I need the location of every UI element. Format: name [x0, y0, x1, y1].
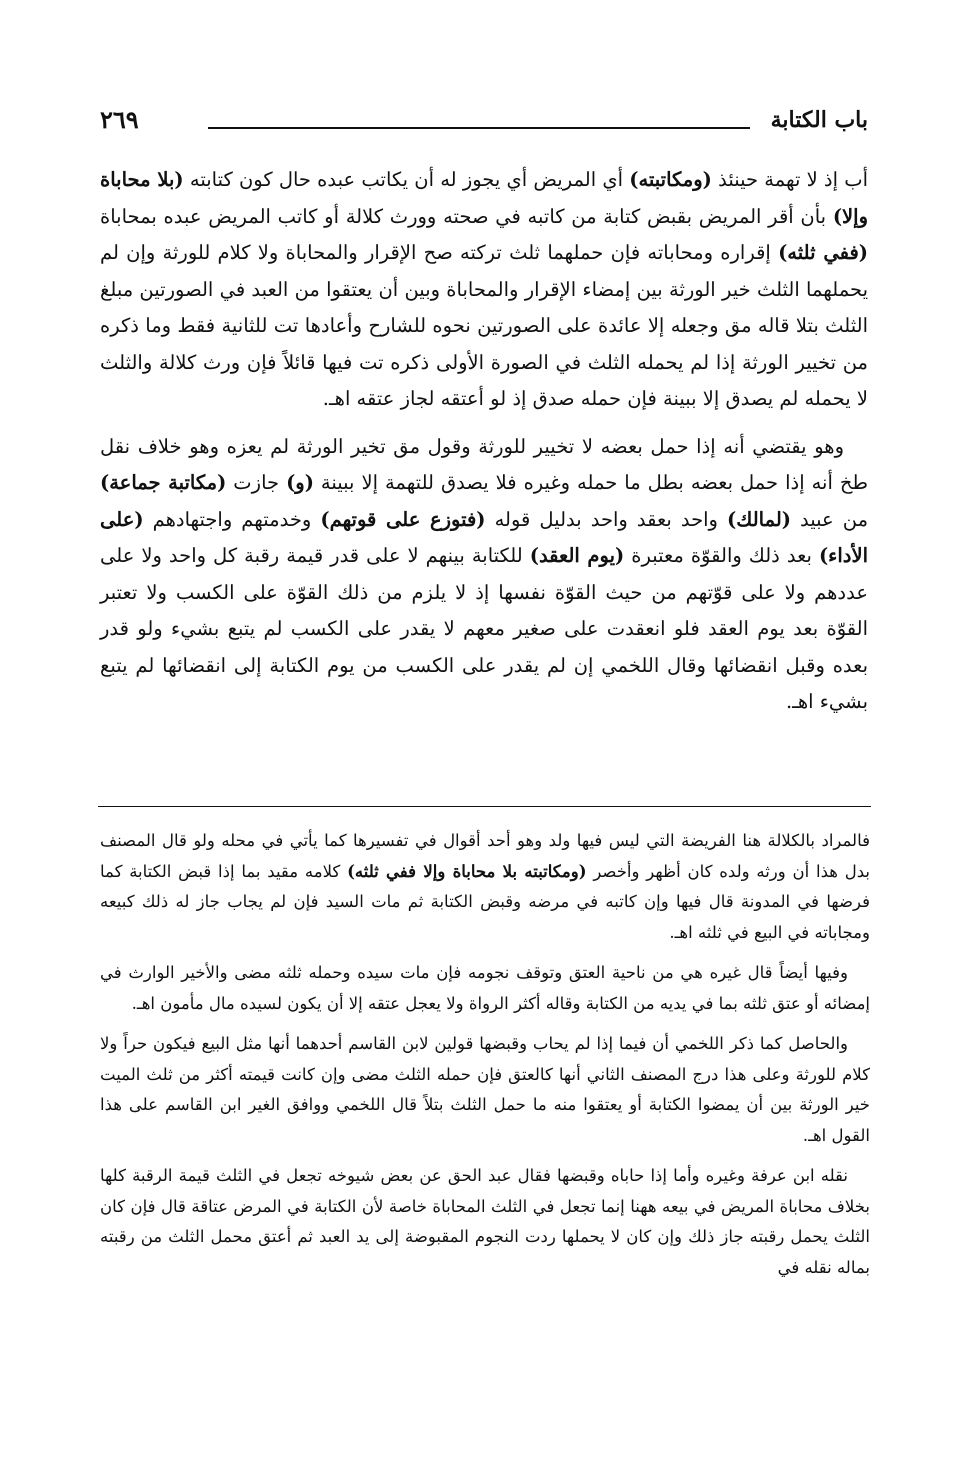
matn-quote: (فتوزع على قوتهم): [320, 507, 486, 531]
page-number: ٢٦٩: [100, 105, 139, 134]
text-run: فالمراد بالكلالة هنا الفريضة التي ليس فيها ولد وهو أحد أقوال في تفسيرها كما يأتي في محله ولو قال المصنف بدل هذا أن ورثه ولده كان أظهر وأخصر: [100, 831, 870, 881]
text-run: أي المريض أي يجوز له أن يكاتب عبده حال كون كتابته: [183, 168, 630, 191]
matn-quote: (يوم العقد): [529, 544, 625, 567]
matn-quote: (و): [286, 471, 314, 494]
text-run: جازت: [226, 471, 287, 494]
matn-quote: (ففي ثلثه): [778, 241, 869, 264]
note-paragraph-2: وفيها أيضاً قال غيره هي من ناحية العتق وتوقف نجومه فإن مات سيده وحمله ثلثه مضى والأخير الوارث في إمضائه أو عتق ثلثه بما في يديه من الكتابة وقاله أكثر الرواة ولا يعجل عتقه إلا أن يكون لسيده مال مأمون اهـ.: [100, 963, 870, 1013]
matn-quote: (على الأداء): [100, 507, 868, 567]
main-text: [100, 162, 868, 732]
footnote-divider: [98, 806, 871, 807]
main-paragraph-2: [100, 429, 868, 721]
text-run: إقراره ومحاباته فإن حملهما ثلث تركته صح الإقرار والمحاباة ولا كلام للورثة وإن لم يحملهما الثلث خير الورثة بين إمضاء الإقرار والمحاباة وبين أن يعتقوا من العبد في الصورتين مبلغ الثلث بتلا قاله مق وجعله إلا عائدة على الصورتين نحوه للشارح وأعادها تت للثانية فقط وما ذكره من تخيير الورثة إذا لم يحمله الثلث في الصورة الأولى ذكره تت فيها قائلاً فإن ورث كلالة والثلث لا يحمله لم يصدق إلا ببينة فإن حمله صدق إذ لو أعتقه لجاز عتقه اهـ.: [100, 241, 868, 410]
header-rule: [208, 127, 750, 129]
text-run: كلامه مقيد بما إذا قبض الكتابة كما فرضها في المدونة قال فيها وإن كاتبه في مرضه وقبض الكتابة ثم مات السيد فإن لم يجاب جاز له ذلك كبيعه ومجاباته في البيع في ثلثه اهـ.: [100, 861, 870, 942]
text-run: بأن أقر المريض بقبض كتابة من كاتبه في صحته وورث كلالة أو كاتب المريض عبده بمحاباة: [100, 204, 833, 228]
text-run: وخدمتهم واجتهادهم: [143, 507, 321, 531]
text-run: واحد بعقد واحد بدليل قوله: [485, 507, 728, 531]
commentary-notes: [100, 826, 870, 1293]
note-paragraph-3: والحاصل كما ذكر اللخمي أن فيما إذا لم يحاب وقبضها قولين لابن القاسم أحدهما أنها مثل البيع فيكون حراً ولا كلام للورثة وعلى هذا درج المصنف الثاني أنها كالعتق فإن حمله الثلث مضى وإن كانت قيمته أكثر من ثلث الميت خير الورثة بين أن يمضوا الكتابة أو يعتقوا منه ما حمل الثلث بتلاً قال اللخمي ووافق الغير ابن القاسم على هذا القول اهـ.: [100, 1034, 870, 1145]
note-paragraph-4: نقله ابن عرفة وغيره وأما إذا حاباه وقبضها فقال عبد الحق عن بعض شيوخه تجعل في الثلث قيمة الرقبة كلها بخلاف محاباة المريض في بيعه ههنا إنما تجعل في الثلث المحاباة خاصة لأن الكتابة في المرض عتاقة قال فإن كان الثلث يحمل رقبته جاز ذلك وإن كان لا يحملها ردت النجوم المقبوضة إلى يد العبد ثم أعتق محمل الثلث من رقبته بماله نقله في: [100, 1166, 870, 1277]
matn-quote: (بلا محاباة وإلا): [100, 168, 868, 228]
matn-quote: (مكاتبة جماعة): [100, 471, 227, 494]
text-run: أب إذ لا تهمة حينئذ: [711, 168, 869, 191]
text-run: بعد ذلك والقوّة معتبرة: [624, 544, 819, 567]
text-run: وهو يقتضي أنه إذا حمل بعضه لا تخيير للورثة وقول مق تخير الورثة لم يعزه وهو خلاف نقل طخ أنه إذا حمل بعضه بطل ما حمله وغيره فلا يصدق للتهمة إلا ببينة: [100, 434, 868, 494]
matn-quote: (لمالك): [727, 507, 792, 531]
note-paragraph-1: [100, 826, 870, 948]
page-header: [100, 100, 868, 140]
text-run: للكتابة بينهم لا على قدر قيمة رقبة كل واحد ولا على عددهم ولا على قوّتهم من حيث القوّة نفسها إذ لا يلزم من ذلك القوّة على الكسب ولا تعتبر القوّة بعد يوم العقد فلو انعقدت على صغير معهم لا يقدر على الكسب لم يتبع بشيء ولو قدر بعده وقبل انقضائها وقال اللخمي إن لم يقدر على الكسب من يوم الكتابة إلى انقضائها لم يتبع بشيء اهـ.: [100, 544, 868, 713]
matn-quote: (ومكاتبته بلا محاباة وإلا ففي ثلثه): [347, 861, 587, 881]
text-run: من عبيد: [791, 507, 869, 531]
running-title: باب الكتابة: [770, 107, 868, 133]
main-paragraph-1: [100, 162, 868, 418]
matn-quote: (ومكاتبته): [629, 168, 712, 191]
